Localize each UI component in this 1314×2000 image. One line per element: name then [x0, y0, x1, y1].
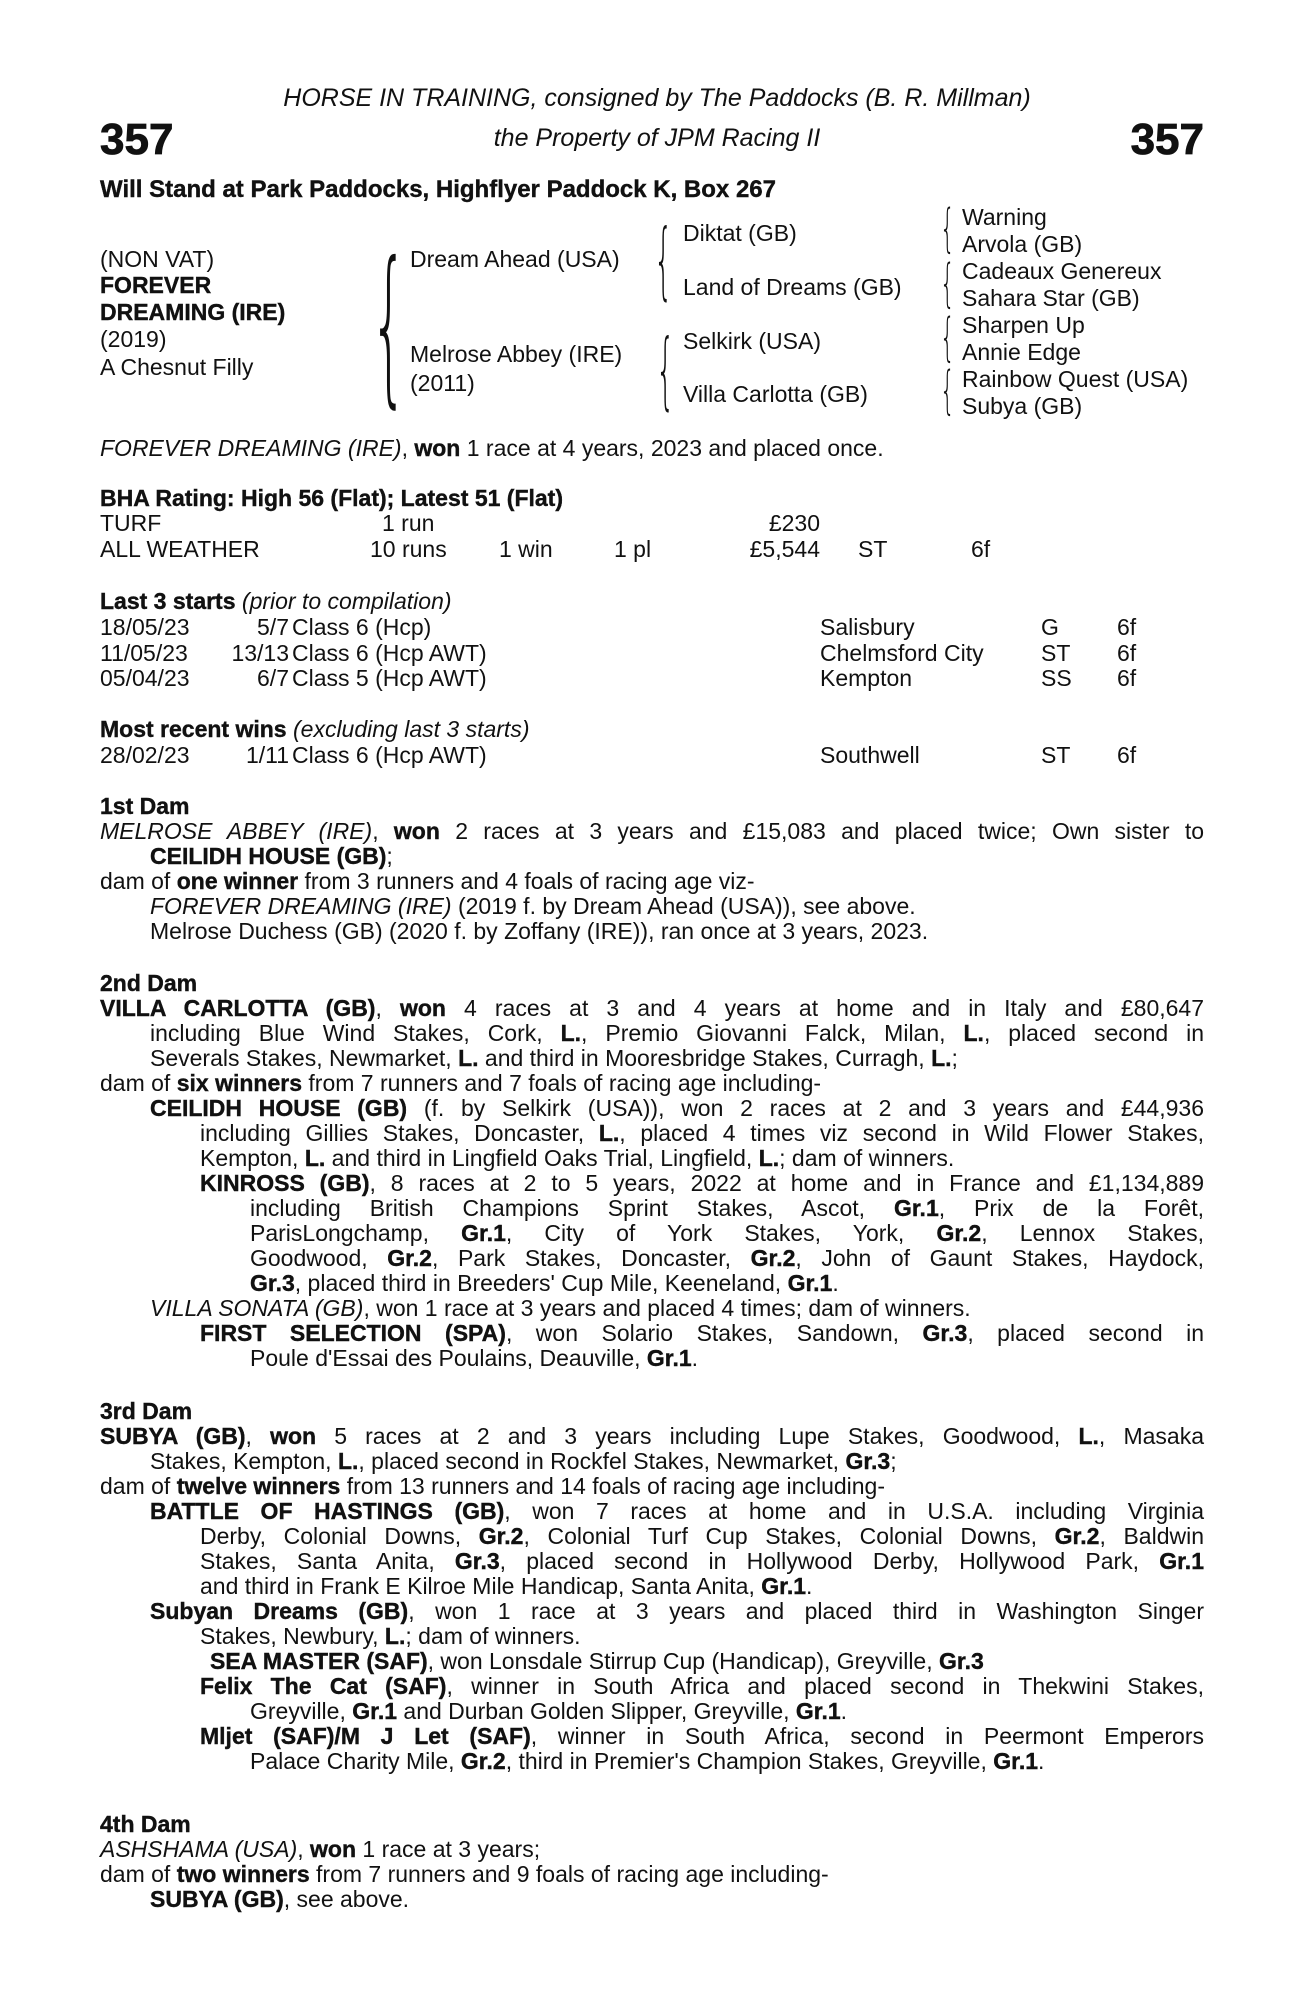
text: and third in Lingfield Oaks Trial, Lingfield, [325, 1145, 759, 1171]
pedigree-brace-g3: { [940, 308, 955, 368]
text: Goodwood, [250, 1245, 388, 1271]
text: ; dam of winners. [779, 1145, 955, 1171]
grade: Gr.3 [939, 1648, 984, 1674]
grade: L. [560, 1020, 582, 1046]
rating-wins: 1 win [499, 536, 553, 562]
win-race: Class 6 (Hcp AWT) [292, 742, 487, 768]
horse-description: A Chesnut Filly [100, 354, 254, 380]
pedigree-g6: Annie Edge [962, 339, 1081, 365]
text: Kempton, [200, 1145, 305, 1171]
dam-name: ASHSHAMA (USA) [100, 1836, 298, 1862]
text: . [1038, 1748, 1045, 1774]
grade: L. [337, 1448, 359, 1474]
text: 5 races at 2 and 3 years including Lupe Stakes, Goodwood, [316, 1423, 1079, 1449]
dam1-line [100, 820, 1204, 843]
vat-status: (NON VAT) [100, 246, 215, 272]
horse-name-line2: DREAMING (IRE) [100, 299, 286, 325]
dam-name: VILLA CARLOTTA (GB) [100, 995, 376, 1021]
text: . [832, 1270, 839, 1296]
text: Severals Stakes, Newmarket, [150, 1045, 459, 1071]
grade: Gr.2 [387, 1245, 432, 1271]
grade: L. [758, 1145, 780, 1171]
text: . [806, 1573, 813, 1599]
text: from 7 runners and 7 foals of racing age including- [302, 1070, 822, 1096]
pedigree-dam-sire: Selkirk (USA) [683, 328, 822, 354]
summary-horse-name: FOREVER DREAMING (IRE) [100, 435, 402, 461]
pedigree-dam-year: (2011) [410, 370, 475, 396]
pedigree-g1: Warning [962, 204, 1047, 230]
lot-number-right: 357 [1130, 115, 1204, 164]
progeny-name: KINROSS (GB) [200, 1170, 370, 1196]
text: , winner in South Africa and placed second in Thekwini Stakes, [446, 1673, 1204, 1699]
start-race: Class 5 (Hcp AWT) [292, 665, 487, 691]
text: , Masaka [1098, 1423, 1204, 1449]
grade: Gr.3 [250, 1270, 295, 1296]
bha-rating-heading: BHA Rating: High 56 (Flat); Latest 51 (Flat) [100, 485, 563, 511]
start-date: 11/05/23 [100, 640, 188, 666]
pedigree-sire: Dream Ahead (USA) [410, 246, 620, 272]
text: , City of York Stakes, York, [505, 1220, 937, 1246]
dam3-line [200, 1625, 581, 1648]
text: 1 race at 3 years; [356, 1836, 541, 1862]
grade: L. [931, 1045, 952, 1071]
dam2-line [250, 1247, 1204, 1270]
race-summary [100, 437, 884, 460]
text: Stakes, Kempton, [150, 1448, 338, 1474]
text: , winner in South Africa, second in Peermont Emperors [530, 1723, 1204, 1749]
grade: Gr.1 [646, 1345, 692, 1371]
rating-placed: 1 pl [614, 536, 652, 562]
grade: Gr.2 [936, 1220, 982, 1246]
pedigree-g4: Sahara Star (GB) [962, 285, 1140, 311]
rating-distance: 6f [971, 536, 991, 562]
text: ParisLongchamp, [250, 1220, 462, 1246]
dam1-line [150, 920, 928, 943]
dam1-heading: 1st Dam [100, 793, 190, 819]
pedigree-dam: Melrose Abbey (IRE) [410, 341, 623, 367]
pedigree-sire-dam: Land of Dreams (GB) [683, 274, 902, 300]
dam4-line [150, 1888, 409, 1911]
text: 2 races at 3 years and £15,083 and placed twice; Own sister to [439, 818, 1204, 844]
dam3-heading: 3rd Dam [100, 1398, 193, 1424]
grade: Gr.2 [478, 1523, 524, 1549]
text: , third in Premier's Champion Stakes, Greyville, [505, 1748, 994, 1774]
start-course: Kempton [820, 665, 913, 691]
dam2-line [250, 1347, 698, 1370]
text: , won Lonsdale Stirrup Cup (Handicap), Greyville, [427, 1648, 940, 1674]
text: , Prix de la Forêt, [938, 1195, 1204, 1221]
text: (2019 f. by Dream Ahead (USA)), see above. [451, 893, 916, 919]
consignor-line: HORSE IN TRAINING, consigned by The Paddocks (B. R. Millman) [283, 84, 1031, 112]
rating-runs: 10 runs [370, 536, 447, 562]
summary-comma: , [401, 435, 408, 461]
start-date: 18/05/23 [100, 614, 190, 640]
dam2-line [100, 1072, 821, 1095]
start-race: Class 6 (Hcp AWT) [292, 640, 487, 666]
dam2-line [200, 1172, 1204, 1195]
dam3-line [200, 1575, 812, 1598]
text: , Park Stakes, Doncaster, [431, 1245, 751, 1271]
start-course: Chelmsford City [820, 640, 984, 666]
dam2-line [200, 1322, 1204, 1345]
dam3-line [100, 1475, 885, 1498]
pedigree-g5: Sharpen Up [962, 312, 1085, 338]
text: , Premio Giovanni Falck, Milan, [581, 1020, 964, 1046]
start-position: 5/7 [257, 614, 289, 640]
grade: L. [384, 1623, 406, 1649]
grade: Gr.1 [993, 1748, 1039, 1774]
text: Palace Charity Mile, [250, 1748, 461, 1774]
rating-runs: 1 run [382, 510, 435, 536]
dam3-line [200, 1725, 1204, 1748]
text: , [297, 1836, 311, 1862]
text: , 8 races at 2 to 5 years, 2022 at home and in France and £1,134,889 [369, 1170, 1204, 1196]
text: including British Champions Sprint Stakes, Ascot, [250, 1195, 894, 1221]
dam1-line [150, 845, 393, 868]
grade: Gr.2 [460, 1748, 506, 1774]
text: including Gillies Stakes, Doncaster, [200, 1120, 599, 1146]
rating-prize: £5,544 [749, 536, 820, 562]
progeny-name: VILLA SONATA (GB) [150, 1295, 364, 1321]
dam4-heading: 4th Dam [100, 1811, 191, 1837]
start-going: ST [1041, 640, 1071, 666]
pedigree-brace-main: { [370, 226, 408, 424]
dam2-line [150, 1022, 1204, 1045]
text: , [372, 818, 394, 844]
dam2-line [250, 1197, 1204, 1220]
dam3-line [210, 1650, 984, 1673]
dam3-line [200, 1525, 1204, 1548]
property-line: the Property of JPM Racing II [493, 124, 821, 152]
recent-wins-note: (excluding last 3 starts) [293, 716, 530, 742]
won-label: won [310, 1836, 357, 1862]
horse-name-line1: FOREVER [100, 272, 212, 298]
text: Stakes, Santa Anita, [200, 1548, 455, 1574]
win-position: 1/11 [245, 742, 289, 768]
text: from 3 runners and 4 foals of racing age viz- [298, 868, 755, 894]
start-course: Salisbury [820, 614, 915, 640]
rating-surface: ALL WEATHER [100, 536, 260, 562]
text: , placed second in [967, 1320, 1204, 1346]
start-position: 6/7 [257, 665, 289, 691]
win-distance: 6f [1117, 742, 1137, 768]
recent-wins-heading [100, 718, 529, 741]
dam2-line [100, 997, 1204, 1020]
dam3-line [200, 1550, 1204, 1573]
win-course: Southwell [820, 742, 920, 768]
text: 4 races at 3 and 4 years at home and in Italy and £80,647 [445, 995, 1204, 1021]
sibling-name: CEILIDH HOUSE (GB) [150, 843, 387, 869]
progeny-name: SEA MASTER (SAF) [210, 1648, 428, 1674]
start-distance: 6f [1117, 640, 1137, 666]
grade: L. [598, 1120, 620, 1146]
progeny-name: Subyan Dreams (GB) [150, 1598, 409, 1624]
text: , won 7 races at home and in U.S.A. including Virginia [504, 1498, 1204, 1524]
text: . [691, 1345, 699, 1371]
start-date: 05/04/23 [100, 665, 190, 691]
stabling-line: Will Stand at Park Paddocks, Highflyer Paddock K, Box 267 [100, 176, 776, 203]
dam2-line [250, 1222, 1204, 1245]
start-going: SS [1041, 665, 1072, 691]
progeny-name: FIRST SELECTION (SPA) [200, 1320, 506, 1346]
dam3-line [200, 1675, 1204, 1698]
lot-number-left: 357 [100, 115, 174, 164]
dam3-line [150, 1600, 1204, 1623]
progeny-name: BATTLE OF HASTINGS (GB) [150, 1498, 505, 1524]
dam3-line [150, 1500, 1204, 1523]
dam-name: MELROSE ABBEY (IRE) [100, 818, 373, 844]
text: , won 1 race at 3 years and placed 4 times; dam of winners. [363, 1295, 971, 1321]
dam3-line [150, 1450, 897, 1473]
text: , [375, 995, 400, 1021]
text: and third in Frank E Kilroe Mile Handicap, Santa Anita, [200, 1573, 762, 1599]
text: , placed third in Breeders' Cup Mile, Keeneland, [294, 1270, 788, 1296]
text: and Durban Golden Slipper, Greyville, [397, 1698, 796, 1724]
text: (f. by Selkirk (USA)), won 2 races at 2 and 3 years and £44,936 [407, 1095, 1204, 1121]
text: , Baldwin [1099, 1523, 1204, 1549]
text: dam of [100, 1070, 177, 1096]
dam2-line [150, 1297, 971, 1320]
dam3-line [250, 1700, 847, 1723]
grade: Gr.3 [454, 1548, 500, 1574]
rating-prize: £230 [768, 510, 820, 536]
win-date: 28/02/23 [100, 742, 190, 768]
grade: L. [304, 1145, 326, 1171]
grade: Gr.2 [1054, 1523, 1100, 1549]
text: dam of [100, 1473, 177, 1499]
last-starts-title: Last 3 starts [100, 588, 236, 614]
text: ; [386, 843, 393, 869]
last-starts-heading [100, 590, 452, 613]
grade: Gr.1 [795, 1698, 841, 1724]
dam4-line [100, 1863, 829, 1886]
text: dam of [100, 868, 177, 894]
dam3-line [250, 1750, 1044, 1773]
summary-rest: 1 race at 4 years, 2023 and placed once. [466, 435, 884, 461]
last-starts-note: (prior to compilation) [241, 588, 452, 614]
grade: Gr.1 [1159, 1548, 1204, 1574]
pedigree-brace-sire: { [654, 211, 673, 309]
pedigree-sire-sire: Diktat (GB) [683, 220, 797, 246]
text: Poule d'Essai des Poulains, Deauville, [250, 1345, 647, 1371]
grade: L. [1078, 1423, 1099, 1449]
text: ; [890, 1448, 897, 1474]
start-going: G [1041, 614, 1059, 640]
progeny-name: Mljet (SAF)/M J Let (SAF) [200, 1723, 531, 1749]
text: Stakes, Newbury, [200, 1623, 385, 1649]
start-distance: 6f [1117, 665, 1137, 691]
text: including Blue Wind Stakes, Cork, [150, 1020, 561, 1046]
grade: Gr.1 [787, 1270, 833, 1296]
foaling-year: (2019) [100, 326, 167, 352]
text: , [245, 1423, 271, 1449]
pedigree-g8: Subya (GB) [962, 393, 1083, 419]
won-label: won [393, 818, 440, 844]
dam2-line [200, 1122, 1204, 1145]
text: , John of Gaunt Stakes, Haydock, [795, 1245, 1204, 1271]
text: , placed second in [983, 1020, 1205, 1046]
pedigree-brace-g2: { [940, 254, 955, 314]
summary-won: won [414, 435, 461, 461]
text: , see above. [283, 1886, 410, 1912]
text: . [840, 1698, 848, 1724]
rating-surface: TURF [100, 510, 162, 536]
won-label: won [399, 995, 446, 1021]
dam1-line [150, 895, 916, 918]
grade: Gr.2 [750, 1245, 796, 1271]
progeny-name: CEILIDH HOUSE (GB) [150, 1095, 408, 1121]
dam2-heading: 2nd Dam [100, 970, 198, 996]
dam2-line [250, 1272, 839, 1295]
pedigree-dam-dam: Villa Carlotta (GB) [683, 381, 868, 407]
grade: Gr.1 [352, 1698, 398, 1724]
pedigree-brace-dam: { [656, 321, 675, 419]
text: from 7 runners and 9 foals of racing age including- [309, 1861, 829, 1887]
grade: Gr.3 [845, 1448, 891, 1474]
pedigree-g7: Rainbow Quest (USA) [962, 366, 1189, 392]
progeny-name: SUBYA (GB) [150, 1886, 284, 1912]
pedigree-brace-g1: { [940, 199, 955, 259]
rating-going: ST [858, 536, 888, 562]
dam2-line [150, 1097, 1204, 1120]
text: Greyville, [250, 1698, 353, 1724]
text: dam of [100, 1861, 177, 1887]
text: from 13 runners and 14 foals of racing age including- [340, 1473, 885, 1499]
progeny-name: Felix The Cat (SAF) [200, 1673, 447, 1699]
start-distance: 6f [1117, 614, 1137, 640]
text: ; [951, 1045, 958, 1071]
winners-count: twelve winners [176, 1473, 341, 1499]
grade: Gr.1 [461, 1220, 506, 1246]
text: , Colonial Turf Cup Stakes, Colonial Downs, [523, 1523, 1055, 1549]
dam1-line [100, 870, 755, 893]
text: Melrose Duchess (GB) (2020 f. by Zoffany (IRE)), ran once at 3 years, 2023. [150, 918, 929, 944]
grade: L. [963, 1020, 984, 1046]
grade: Gr.1 [893, 1195, 939, 1221]
progeny-name: FOREVER DREAMING (IRE) [150, 893, 452, 919]
dam4-line [100, 1838, 540, 1861]
dam2-line [150, 1047, 958, 1070]
win-going: ST [1041, 742, 1071, 768]
winners-count: six winners [176, 1070, 302, 1096]
pedigree-g3: Cadeaux Genereux [962, 258, 1162, 284]
pedigree-brace-g4: { [940, 361, 955, 421]
grade: Gr.1 [761, 1573, 807, 1599]
text: , Lennox Stakes, [981, 1220, 1204, 1246]
text: , placed second in Rockfel Stakes, Newmarket, [358, 1448, 846, 1474]
grade: Gr.3 [922, 1320, 968, 1346]
dam2-line [200, 1147, 954, 1170]
text: , won 1 race at 3 years and placed third in Washington Singer [408, 1598, 1204, 1624]
text: and third in Mooresbridge Stakes, Curragh, [478, 1045, 932, 1071]
start-race: Class 6 (Hcp) [292, 614, 432, 640]
text: Derby, Colonial Downs, [200, 1523, 479, 1549]
grade: L. [458, 1045, 479, 1071]
pedigree-g2: Arvola (GB) [962, 231, 1083, 257]
start-position: 13/13 [231, 640, 289, 666]
text: , placed second in Hollywood Derby, Hollywood Park, [499, 1548, 1160, 1574]
dam3-line [100, 1425, 1204, 1448]
text: , placed 4 times viz second in Wild Flower Stakes, [619, 1120, 1204, 1146]
text: , won Solario Stakes, Sandown, [505, 1320, 923, 1346]
winners-count: two winners [176, 1861, 310, 1887]
text: ; dam of winners. [405, 1623, 581, 1649]
winners-count: one winner [176, 868, 299, 894]
won-label: won [270, 1423, 317, 1449]
dam-name: SUBYA (GB) [100, 1423, 246, 1449]
recent-wins-title: Most recent wins [100, 716, 287, 742]
